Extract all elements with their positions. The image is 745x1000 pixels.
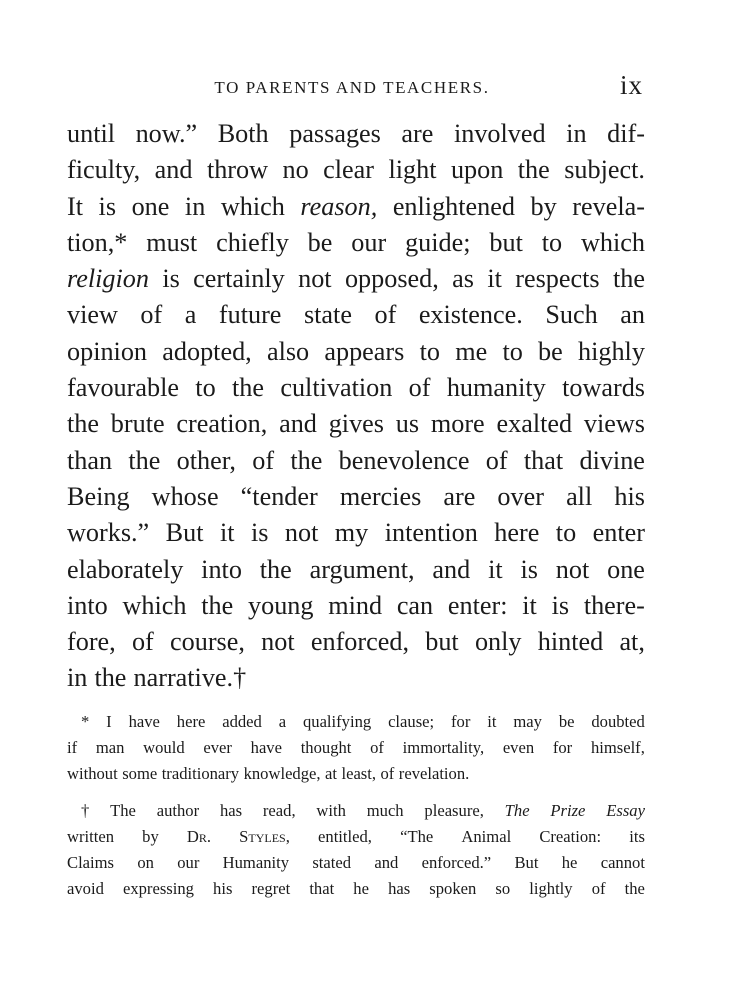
- word: and: [374, 852, 399, 872]
- word: revelation.: [398, 763, 470, 783]
- word: is: [162, 264, 180, 294]
- footnote-line: [67, 876, 645, 902]
- word: is: [98, 191, 117, 221]
- word: even: [502, 737, 535, 757]
- word: knowledge,: [243, 763, 321, 783]
- word: ever: [203, 737, 232, 757]
- word: author: [156, 801, 200, 821]
- word: is: [551, 590, 570, 620]
- word: *: [81, 712, 90, 731]
- body-line: [67, 624, 645, 660]
- word: it: [522, 590, 537, 620]
- word: ficulty,: [67, 155, 141, 185]
- word: more: [430, 409, 485, 439]
- word: cannot: [600, 852, 645, 872]
- word: view: [67, 300, 118, 330]
- word: to: [502, 336, 523, 366]
- word: are: [443, 481, 476, 511]
- word: upon: [450, 155, 504, 185]
- word: it: [487, 264, 502, 294]
- word: much: [366, 801, 404, 821]
- word: immortality,: [402, 737, 485, 757]
- word: other,: [176, 445, 236, 475]
- word: but: [425, 627, 459, 657]
- word: to: [555, 518, 577, 548]
- word: enter:: [447, 590, 508, 620]
- word: Humanity: [222, 852, 290, 872]
- word: fore,: [67, 627, 116, 657]
- word: which: [122, 590, 187, 620]
- word: but: [489, 227, 523, 257]
- word: enforced,: [310, 627, 409, 657]
- word: in: [566, 119, 587, 148]
- word: are: [401, 119, 434, 148]
- word: future: [218, 300, 282, 330]
- word: be: [558, 712, 575, 731]
- word: and: [154, 155, 193, 185]
- word: the: [290, 445, 323, 475]
- word: avoid: [67, 878, 104, 898]
- body-line: [67, 552, 645, 588]
- word: added: [222, 712, 262, 731]
- body-text: [67, 116, 645, 697]
- body-line: [67, 515, 645, 551]
- word: over: [497, 481, 544, 511]
- footnote-line: [67, 761, 645, 787]
- word: highly: [578, 336, 645, 366]
- body-line: [67, 588, 645, 624]
- word: Prize: [550, 801, 586, 821]
- word: of: [591, 878, 606, 898]
- word: its: [629, 827, 645, 847]
- word: gives: [328, 409, 384, 439]
- word: only: [474, 627, 522, 657]
- word: himself,: [590, 737, 645, 757]
- word: be: [307, 227, 333, 257]
- word: humanity: [446, 373, 546, 403]
- word: light: [388, 155, 437, 185]
- running-head: [67, 70, 645, 104]
- word: “tender: [240, 481, 318, 511]
- word: mind: [328, 590, 383, 620]
- word: read,: [262, 801, 296, 821]
- word: some: [122, 763, 158, 783]
- word: clear: [323, 155, 375, 185]
- word: thought: [300, 737, 352, 757]
- word: is: [520, 554, 538, 584]
- word: Dr.: [186, 827, 212, 847]
- body-line: [67, 297, 645, 333]
- word: man: [95, 737, 125, 757]
- word: least,: [341, 763, 377, 783]
- word: a: [278, 712, 287, 731]
- word: has: [388, 878, 411, 898]
- word: of: [374, 300, 397, 330]
- word: written: [67, 827, 115, 847]
- word: spoken: [429, 878, 477, 898]
- word: the: [128, 445, 161, 475]
- word: mercies: [339, 481, 422, 511]
- footnote-gap: [67, 786, 645, 798]
- body-line: [67, 225, 645, 261]
- word: as: [452, 264, 474, 294]
- word: no: [282, 155, 309, 185]
- word: doubted: [591, 712, 645, 731]
- word: our: [351, 227, 387, 257]
- word: of: [370, 737, 384, 757]
- word: opinion: [67, 336, 148, 366]
- word: at: [325, 763, 337, 783]
- footnote-line: [67, 798, 645, 824]
- word: Essay: [606, 801, 645, 821]
- word: revela-: [572, 191, 645, 221]
- word: and: [279, 409, 317, 439]
- word: towards: [562, 373, 645, 403]
- word: “The: [400, 827, 434, 847]
- word: course,: [170, 627, 245, 657]
- word: the: [201, 590, 234, 620]
- word: enlightened: [392, 191, 515, 221]
- word: dif-: [607, 119, 645, 148]
- word: one: [131, 191, 170, 221]
- word: throw: [206, 155, 269, 185]
- word: have: [128, 712, 160, 731]
- word: the: [517, 155, 550, 185]
- body-line: [67, 116, 645, 152]
- word: not: [284, 518, 319, 548]
- word: expressing: [122, 878, 194, 898]
- word: I: [106, 712, 112, 731]
- word: religion: [67, 264, 149, 294]
- word: divine: [579, 445, 645, 475]
- word: of: [485, 445, 508, 475]
- body-line: [67, 370, 645, 406]
- word: But: [165, 518, 204, 548]
- word: has: [219, 801, 243, 821]
- word: it: [488, 554, 503, 584]
- word: the: [67, 409, 99, 439]
- word: traditionary: [161, 763, 240, 783]
- word: the: [232, 373, 264, 403]
- word: at,: [619, 627, 645, 657]
- word: me: [455, 336, 488, 366]
- word: in: [184, 191, 206, 221]
- word: respects: [515, 264, 600, 294]
- word: argument,: [309, 554, 415, 584]
- word: enforced.”: [421, 852, 492, 872]
- word: opposed,: [344, 264, 439, 294]
- word: an: [620, 300, 645, 330]
- word: of: [408, 373, 431, 403]
- word: and: [432, 554, 471, 584]
- word: so: [495, 878, 511, 898]
- word: until: [67, 119, 116, 148]
- word: works.”: [67, 518, 150, 548]
- word: Styles,: [239, 827, 290, 847]
- word: if: [67, 737, 78, 757]
- word: his: [213, 878, 233, 898]
- word: it: [487, 712, 497, 731]
- word: that: [523, 445, 564, 475]
- footnotes: [67, 709, 645, 902]
- word: enter: [592, 518, 645, 548]
- word: by: [142, 827, 159, 847]
- word: Such: [545, 300, 598, 330]
- word: for: [552, 737, 573, 757]
- word: for: [451, 712, 471, 731]
- word: of: [131, 627, 154, 657]
- word: appears: [324, 336, 405, 366]
- word: not: [298, 264, 332, 294]
- word: also: [266, 336, 310, 366]
- body-line: [67, 334, 645, 370]
- word: But: [514, 852, 539, 872]
- word: to: [419, 336, 440, 366]
- word: on: [137, 852, 154, 872]
- word: Both: [217, 119, 269, 148]
- word: narrative.†: [133, 663, 247, 693]
- word: Creation:: [539, 827, 602, 847]
- word: here: [176, 712, 206, 731]
- footnote-line: [67, 850, 645, 876]
- word: which: [220, 191, 285, 221]
- page-number: ix: [619, 70, 643, 100]
- word: of: [252, 445, 275, 475]
- word: cultivation: [280, 373, 393, 403]
- word: a: [184, 300, 197, 330]
- word: his: [614, 481, 645, 511]
- word: the: [624, 878, 645, 898]
- word: that: [309, 878, 335, 898]
- word: It: [67, 191, 83, 221]
- word: than: [67, 445, 113, 475]
- word: all: [566, 481, 593, 511]
- word: existence.: [418, 300, 523, 330]
- word: here: [494, 518, 540, 548]
- word: lightly: [529, 878, 573, 898]
- word: Claims: [67, 852, 115, 872]
- word: be: [538, 336, 563, 366]
- word: hinted: [537, 627, 604, 657]
- footnote-line: [67, 709, 645, 735]
- word: would: [143, 737, 185, 757]
- footnote-line: [67, 735, 645, 761]
- word: adopted,: [162, 336, 252, 366]
- word: subject.: [564, 155, 645, 185]
- word: not: [261, 627, 295, 657]
- word: clause;: [388, 712, 435, 731]
- running-title: TO PARENTS AND TEACHERS.: [214, 78, 490, 97]
- word: the: [612, 264, 645, 294]
- word: creation,: [176, 409, 268, 439]
- word: Animal: [461, 827, 512, 847]
- word: intention: [384, 518, 478, 548]
- word: elaborately: [67, 554, 184, 584]
- word: whose: [151, 481, 219, 511]
- word: which: [581, 227, 645, 257]
- word: us: [395, 409, 420, 439]
- word: without: [67, 763, 118, 783]
- word: there-: [583, 590, 645, 620]
- word: he: [561, 852, 578, 872]
- word: views: [583, 409, 645, 439]
- word: young: [248, 590, 314, 620]
- body-line: [67, 479, 645, 515]
- word: benevolence: [338, 445, 470, 475]
- word: †: [81, 801, 90, 821]
- word: not: [555, 554, 590, 584]
- word: of: [140, 300, 163, 330]
- word: to: [541, 227, 563, 257]
- word: to: [195, 373, 216, 403]
- body-line: [67, 261, 645, 297]
- word: is: [250, 518, 269, 548]
- word: stated: [312, 852, 352, 872]
- word: state: [303, 300, 352, 330]
- word: now.”: [135, 119, 198, 148]
- body-line: [67, 660, 645, 696]
- word: he: [353, 878, 369, 898]
- word: one: [607, 554, 645, 584]
- word: entitled,: [318, 827, 372, 847]
- word: with: [316, 801, 346, 821]
- body-line: [67, 189, 645, 225]
- word: into: [201, 554, 242, 584]
- word: may: [513, 712, 542, 731]
- word: by: [530, 191, 557, 221]
- word: it: [219, 518, 235, 548]
- word: pleasure,: [424, 801, 484, 821]
- body-line: [67, 406, 645, 442]
- word: have: [250, 737, 282, 757]
- word: the: [94, 663, 127, 693]
- word: favourable: [67, 373, 179, 403]
- word: certainly: [193, 264, 285, 294]
- word: exalted: [496, 409, 573, 439]
- word: my: [334, 518, 369, 548]
- word: into: [67, 590, 108, 620]
- word: Being: [67, 481, 130, 511]
- word: reason,: [300, 191, 378, 221]
- word: in: [67, 663, 88, 693]
- footnote-line: [67, 824, 645, 850]
- word: involved: [453, 119, 546, 148]
- word: passages: [289, 119, 381, 148]
- word: must: [146, 227, 198, 257]
- word: qualifying: [302, 712, 372, 731]
- word: chiefly: [216, 227, 289, 257]
- body-line: [67, 443, 645, 479]
- word: the: [259, 554, 292, 584]
- word: regret: [251, 878, 291, 898]
- word: can: [396, 590, 434, 620]
- body-line: [67, 152, 645, 188]
- word: our: [177, 852, 200, 872]
- word: tion,*: [67, 227, 128, 257]
- word: guide;: [405, 227, 471, 257]
- word: of: [380, 763, 395, 783]
- word: brute: [110, 409, 165, 439]
- word: The: [110, 801, 136, 821]
- word: The: [504, 801, 530, 821]
